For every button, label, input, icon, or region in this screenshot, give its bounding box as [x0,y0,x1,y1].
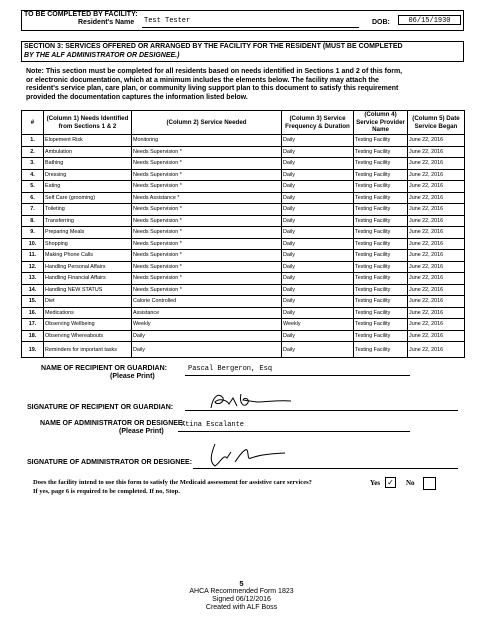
date-cell: June 22, 2016 [408,146,465,158]
service-cell: Needs Supervision * [132,146,282,158]
recipient-name-value: Pascal Bergeron, Esq [188,365,273,373]
frequency-cell: Daily [282,273,354,285]
row-number: 4. [22,169,44,181]
table-row [22,250,465,262]
service-cell: Daily [132,330,282,342]
medicaid-no-checkbox[interactable] [423,477,436,490]
recipient-name-field[interactable] [185,365,410,376]
resident-name-field[interactable]: Test Tester [142,17,359,28]
date-cell: June 22, 2016 [408,215,465,227]
date-cell: June 22, 2016 [408,296,465,308]
medicaid-no-label: No [406,479,415,487]
date-cell: June 22, 2016 [408,204,465,216]
column-header-frequency: (Column 3) Service Frequency & Duration [282,111,354,135]
need-cell: Observing Whereabouts [44,330,132,342]
provider-cell: Testing Facility [354,227,408,239]
row-number: 1. [22,135,44,147]
row-number: 3. [22,158,44,170]
provider-cell: Testing Facility [354,319,408,331]
frequency-cell: Daily [282,250,354,262]
table-row [22,342,465,358]
table-row [22,204,465,216]
section-heading-line1: SECTION 3: SERVICES OFFERED OR ARRANGED BY THE FACILITY FOR THE RESIDENT (MUST BE COMPLETED [24,43,403,50]
row-number: 8. [22,215,44,227]
dob-label: DOB: [372,19,390,26]
row-number: 13. [22,273,44,285]
row-number: 10. [22,238,44,250]
table-row [22,284,465,296]
service-cell: Needs Supervision * [132,181,282,193]
column-header-date: (Column 5) Date Service Began [408,111,465,135]
service-cell: Needs Supervision * [132,158,282,170]
service-cell: Needs Supervision * [132,273,282,285]
need-cell: Ambulation [44,146,132,158]
table-row [22,227,465,239]
frequency-cell: Daily [282,238,354,250]
provider-cell: Testing Facility [354,238,408,250]
section-3-heading [21,41,464,62]
provider-cell: Testing Facility [354,192,408,204]
table-row [22,330,465,342]
need-cell: Handling Financial Affairs [44,273,132,285]
column-header-needs: (Column 1) Needs Identified from Sections 1 & 2 [44,111,132,135]
administrator-name-value: Xtina Escalante [181,421,245,429]
need-cell: Medications [44,307,132,319]
provider-cell: Testing Facility [354,158,408,170]
provider-cell: Testing Facility [354,250,408,262]
service-cell: Needs Supervision * [132,169,282,181]
date-cell: June 22, 2016 [408,307,465,319]
need-cell: Shopping [44,238,132,250]
created-with: Created with ALF Boss [205,604,278,611]
service-cell: Needs Supervision * [132,250,282,262]
service-cell: Needs Supervision * [132,227,282,239]
note-line4: provided the documentation captures the information listed below. [26,93,248,101]
need-cell: Eating [44,181,132,193]
column-header-service: (Column 2) Service Needed [132,111,282,135]
row-number: 11. [22,250,44,262]
table-row [22,146,465,158]
row-number: 2. [22,146,44,158]
service-cell: Needs Supervision * [132,284,282,296]
medicaid-yes-checkbox[interactable] [385,477,396,488]
need-cell: Diet [44,296,132,308]
date-cell: June 22, 2016 [408,181,465,193]
to-be-completed-label: TO BE COMPLETED BY FACILITY: [24,11,138,18]
frequency-cell: Daily [282,261,354,273]
service-cell: Assistance [132,307,282,319]
note-line3: resident's service plan, care plan, or community living support plan to this document to satisfy this requirement [26,85,399,93]
date-cell: June 22, 2016 [408,319,465,331]
need-cell: Handling Personal Affairs [44,261,132,273]
administrator-name-field[interactable] [178,421,410,432]
row-number: 14. [22,284,44,296]
frequency-cell: Daily [282,227,354,239]
check-mark-icon: ✓ [387,478,394,487]
need-cell: Dressing [44,169,132,181]
service-cell: Needs Assistance * [132,192,282,204]
date-cell: June 22, 2016 [408,330,465,342]
table-header-row [22,111,465,135]
need-cell: Preparing Meals [44,227,132,239]
table-row [22,296,465,308]
need-cell: Observing Wellbeing [44,319,132,331]
frequency-cell: Weekly [282,319,354,331]
row-number: 5. [22,181,44,193]
frequency-cell: Daily [282,215,354,227]
resident-name-label: Resident's Name [78,19,135,26]
recipient-print-label: (Please Print) [110,373,155,380]
date-cell: June 22, 2016 [408,273,465,285]
column-header-number: # [22,111,44,135]
date-cell: June 22, 2016 [408,135,465,147]
frequency-cell: Daily [282,146,354,158]
frequency-cell: Daily [282,158,354,170]
service-cell: Needs Supervision * [132,204,282,216]
provider-cell: Testing Facility [354,273,408,285]
service-cell: Calorie Controlled [132,296,282,308]
table-row [22,158,465,170]
service-cell: Daily [132,342,282,358]
provider-cell: Testing Facility [354,204,408,216]
date-cell: June 22, 2016 [408,192,465,204]
need-cell: Making Phone Calls [44,250,132,262]
frequency-cell: Daily [282,307,354,319]
service-cell: Needs Supervision * [132,261,282,273]
need-cell: Self Care (grooming) [44,192,132,204]
need-cell: Reminders for important tasks [44,342,132,358]
frequency-cell: Daily [282,296,354,308]
table-row [22,169,465,181]
provider-cell: Testing Facility [354,296,408,308]
date-cell: June 22, 2016 [408,169,465,181]
table-row [22,261,465,273]
medicaid-followup: If yes, page 6 is required to be completed. If no, Stop. [33,488,180,495]
need-cell: Toileting [44,204,132,216]
provider-cell: Testing Facility [354,284,408,296]
recipient-signature-label: SIGNATURE OF RECIPIENT OR GUARDIAN: [27,404,174,411]
row-number: 6. [22,192,44,204]
provider-cell: Testing Facility [354,135,408,147]
facility-header-box [21,10,464,31]
need-cell: Elopement Risk [44,135,132,147]
form-name: AHCA Recommended Form 1823 [189,588,294,595]
need-cell: Handling NEW STATUS [44,284,132,296]
date-cell: June 22, 2016 [408,238,465,250]
note-line2: or electronic documentation, which at a minimum includes the elements below. The facility may attach the [26,76,379,84]
date-cell: June 22, 2016 [408,158,465,170]
recipient-name-label: NAME OF RECIPIENT OR GUARDIAN: [41,365,167,372]
page-number: 5 [239,579,244,588]
administrator-print-label: (Please Print) [119,428,164,435]
table-row [22,192,465,204]
table-row [22,307,465,319]
provider-cell: Testing Facility [354,342,408,358]
need-cell: Bathing [44,158,132,170]
service-cell: Needs Supervision * [132,215,282,227]
provider-cell: Testing Facility [354,330,408,342]
row-number: 19. [22,342,44,358]
date-cell: June 22, 2016 [408,284,465,296]
note-line1: Note: This section must be completed for all residents based on needs identified in Sections 1 and 2 of this form, [26,68,403,75]
recipient-signature [205,388,295,412]
table-row [22,181,465,193]
provider-cell: Testing Facility [354,181,408,193]
frequency-cell: Daily [282,330,354,342]
medicaid-question: Does the facility intend to use this form to satisfy the Medicaid assessment for assistive care services? [33,479,312,486]
frequency-cell: Daily [282,192,354,204]
administrator-signature [205,440,295,470]
provider-cell: Testing Facility [354,261,408,273]
table-row [22,135,465,147]
date-cell: June 22, 2016 [408,261,465,273]
medicaid-yes-label: Yes [370,479,381,487]
provider-cell: Testing Facility [354,307,408,319]
date-cell: June 22, 2016 [408,250,465,262]
section-note [26,68,466,102]
table-row [22,238,465,250]
table-row [22,273,465,285]
need-cell: Transferring [44,215,132,227]
frequency-cell: Daily [282,342,354,358]
administrator-name-label: NAME OF ADMINISTRATOR OR DESIGNEE: [40,420,185,427]
table-row [22,319,465,331]
signed-date: Signed 06/12/2016 [212,596,271,603]
dob-field[interactable]: 06/15/1930 [398,15,461,25]
row-number: 12. [22,261,44,273]
provider-cell: Testing Facility [354,146,408,158]
date-cell: June 22, 2016 [408,342,465,358]
provider-cell: Testing Facility [354,169,408,181]
service-cell: Needs Supervision * [132,238,282,250]
row-number: 18. [22,330,44,342]
row-number: 7. [22,204,44,216]
column-header-provider: (Column 4) Service Provider Name [354,111,408,135]
section-heading-line2: BY THE ALF ADMINISTRATOR OR DESIGNEE.) [24,52,180,59]
frequency-cell: Daily [282,181,354,193]
frequency-cell: Daily [282,284,354,296]
service-cell: Weekly [132,319,282,331]
service-cell: Monitoring [132,135,282,147]
row-number: 15. [22,296,44,308]
administrator-signature-label: SIGNATURE OF ADMINISTRATOR OR DESIGNEE: [27,459,193,466]
row-number: 16. [22,307,44,319]
frequency-cell: Daily [282,204,354,216]
services-table [21,110,465,358]
row-number: 9. [22,227,44,239]
provider-cell: Testing Facility [354,215,408,227]
date-cell: June 22, 2016 [408,227,465,239]
row-number: 17. [22,319,44,331]
frequency-cell: Daily [282,169,354,181]
frequency-cell: Daily [282,135,354,147]
table-row [22,215,465,227]
